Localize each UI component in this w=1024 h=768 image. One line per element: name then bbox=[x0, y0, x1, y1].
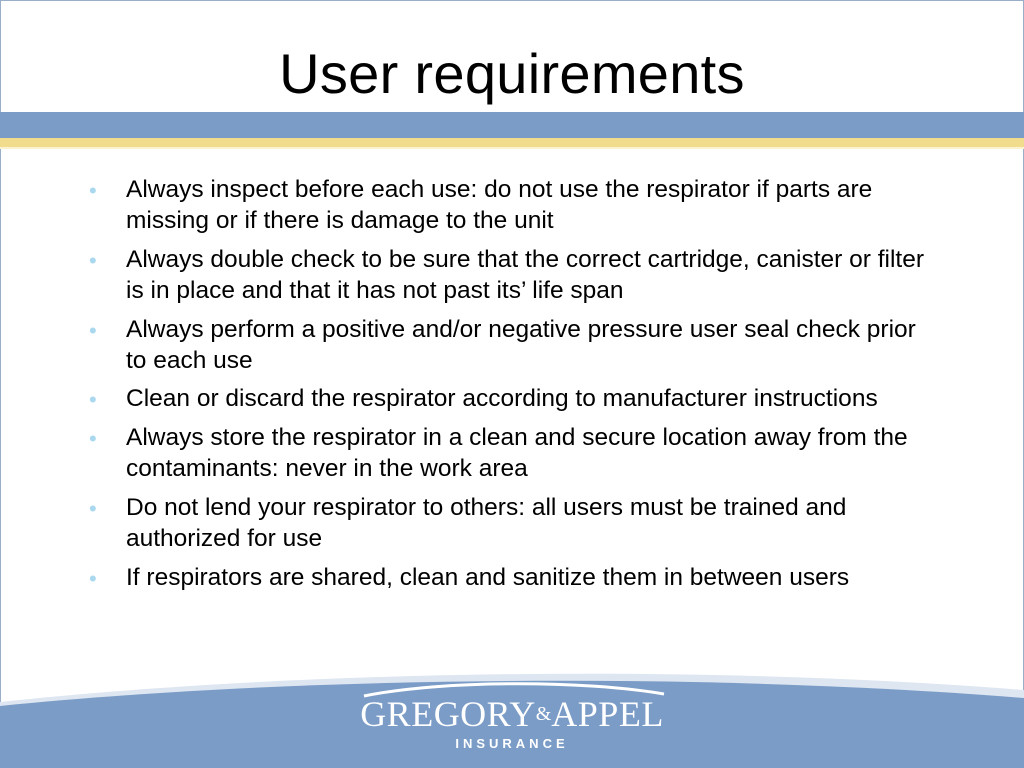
bullet-text: Clean or discard the respirator according to manufacturer instructions bbox=[126, 385, 878, 413]
bullet-item bbox=[0, 174, 926, 236]
bullet-icon: • bbox=[89, 247, 97, 273]
bullet-item bbox=[0, 422, 926, 484]
logo-name-part1: GREGORY bbox=[360, 694, 536, 734]
bullet-item bbox=[0, 383, 926, 414]
bullet-icon: • bbox=[89, 178, 97, 203]
logo-name-part2: APPEL bbox=[551, 694, 664, 734]
bullet-text: Always double check to be sure that the correct cartridge, canister or filter is in place and that it has not past its’ life span bbox=[126, 245, 924, 304]
logo-wordmark bbox=[352, 694, 672, 734]
bullet-icon: • bbox=[89, 565, 97, 591]
accent-band bbox=[0, 138, 1024, 147]
bullet-icon: • bbox=[89, 387, 97, 413]
logo-ampersand: & bbox=[535, 703, 552, 725]
header-band bbox=[0, 112, 1024, 138]
bullet-item bbox=[0, 562, 926, 593]
bullet-icon: • bbox=[89, 426, 97, 452]
bullet-text: If respirators are shared, clean and sanitize them in between users bbox=[126, 563, 850, 591]
slide-title: User requirements bbox=[279, 42, 745, 105]
bullet-list bbox=[0, 174, 1024, 601]
bullet-icon: • bbox=[89, 317, 97, 343]
bullet-item bbox=[0, 492, 926, 554]
bullet-item bbox=[0, 314, 926, 376]
logo-subtitle: INSURANCE bbox=[455, 736, 569, 751]
accent-band-highlight bbox=[0, 147, 1024, 149]
bullet-text: Always inspect before each use: do not use the respirator if parts are missing or if there is damage to the unit bbox=[126, 176, 873, 234]
bullet-text: Do not lend your respirator to others: all users must be trained and authorized for use bbox=[126, 493, 847, 552]
bullet-text: Always store the respirator in a clean and secure location away from the contaminants: never in the work area bbox=[126, 424, 908, 483]
bullet-text: Always perform a positive and/or negative pressure user seal check prior to each use bbox=[126, 315, 916, 374]
bullet-item bbox=[0, 244, 926, 306]
bullet-icon: • bbox=[89, 495, 97, 521]
company-logo bbox=[352, 678, 672, 758]
